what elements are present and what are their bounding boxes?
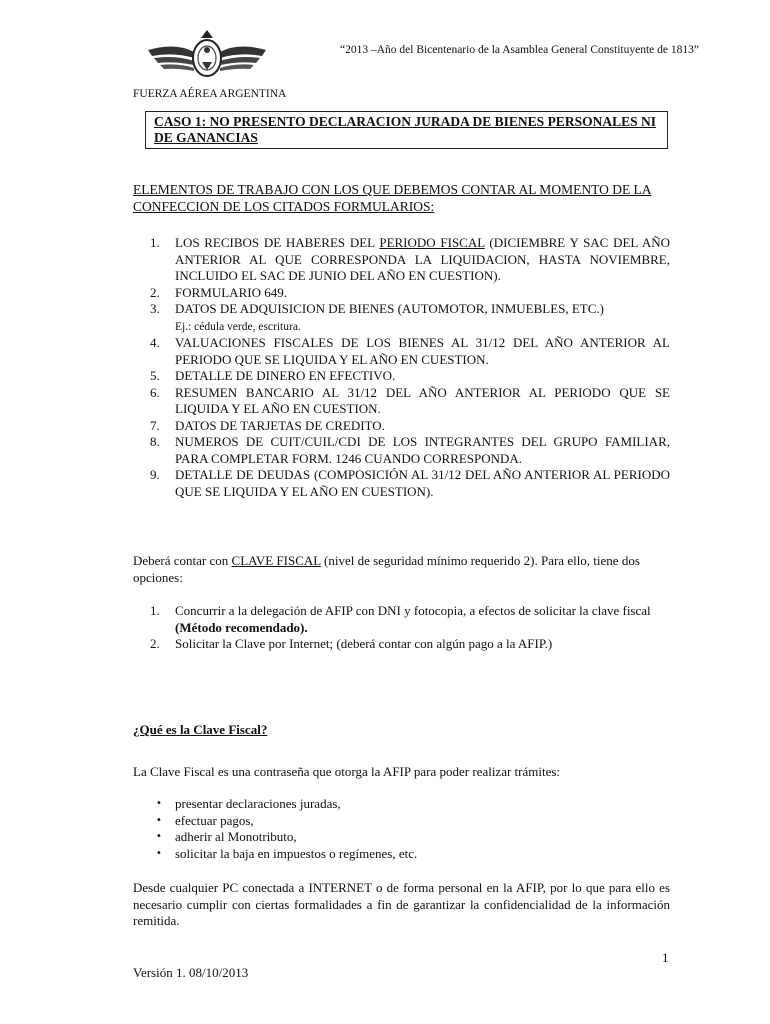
paragraph-text: (nivel de seguridad mínimo requerido 2). Para ello, tiene dos opciones: bbox=[133, 553, 640, 585]
list-item bbox=[150, 418, 670, 435]
header-motto: “2013 –Año del Bicentenario de la Asamblea General Constituyente de 1813” bbox=[340, 44, 699, 56]
air-force-emblem-icon bbox=[146, 28, 268, 84]
clave-uses-list bbox=[150, 796, 670, 862]
list-item bbox=[150, 385, 670, 418]
clave-fiscal-term: CLAVE FISCAL bbox=[231, 553, 321, 568]
options-list bbox=[150, 603, 670, 653]
clave-fiscal-paragraph bbox=[133, 553, 670, 586]
list-item-text: presentar declaraciones juradas, bbox=[175, 796, 341, 811]
list-item bbox=[150, 335, 670, 368]
list-number: 1. bbox=[150, 235, 160, 250]
list-item-text: DATOS DE ADQUISICION DE BIENES (AUTOMOTOR, INMUEBLES, ETC.) bbox=[175, 301, 604, 316]
list-number: 3. bbox=[150, 301, 160, 316]
paragraph-text: Deberá contar con bbox=[133, 553, 232, 568]
list-item bbox=[150, 796, 670, 813]
list-number: 8. bbox=[150, 434, 160, 449]
list-item bbox=[150, 467, 670, 500]
list-number: 6. bbox=[150, 384, 160, 400]
bullet-icon: • bbox=[156, 831, 162, 842]
list-item bbox=[150, 235, 670, 285]
list-item-example: Ej.: cédula verde, escritura. bbox=[175, 320, 301, 333]
list-item-text: FORMULARIO 649. bbox=[175, 284, 287, 300]
list-number: 2. bbox=[150, 636, 160, 651]
list-number: 4. bbox=[150, 335, 160, 350]
list-item-text: DETALLE DE DEUDAS (COMPOSICIÓN AL 31/12 DEL AÑO ANTERIOR AL PERIODO QUE SE LIQUIDA Y EL AÑO EN CUESTION). bbox=[175, 467, 670, 499]
list-number: 5. bbox=[150, 368, 160, 383]
list-item-text: efectuar pagos, bbox=[175, 812, 254, 828]
periodo-fiscal-term: PERIODO FISCAL bbox=[379, 235, 485, 250]
list-item-text: Concurrir a la delegación de AFIP con DNI y fotocopia, a efectos de solicitar la clave fiscal bbox=[175, 603, 651, 618]
list-item-text: solicitar la baja en impuestos o regímenes, etc. bbox=[175, 845, 418, 861]
list-item-text: (DICIEMBRE Y SAC DEL AÑO ANTERIOR AL QUE CORRESPONDA LA LIQUIDACION, HASTA NOVIEMBRE, INCLUIDO EL SAC DE JUNIO DEL AÑO EN CUESTION). bbox=[175, 235, 671, 283]
list-item-text: LOS RECIBOS DE HABERES DEL bbox=[175, 235, 380, 250]
list-item-text: adherir al Monotributo, bbox=[175, 829, 297, 844]
requirements-list bbox=[150, 235, 670, 500]
list-item bbox=[150, 813, 670, 830]
list-item bbox=[150, 846, 670, 863]
clave-fiscal-question-heading: ¿Qué es la Clave Fiscal? bbox=[133, 722, 268, 737]
list-item-text: VALUACIONES FISCALES DE LOS BIENES AL 31/12 DEL AÑO ANTERIOR AL PERIODO QUE SE LIQUIDA Y EL AÑO EN CUESTION. bbox=[175, 335, 670, 367]
list-item bbox=[150, 285, 670, 302]
list-number: 7. bbox=[150, 417, 160, 433]
list-number: 1. bbox=[150, 603, 160, 618]
elements-heading: ELEMENTOS DE TRABAJO CON LOS QUE DEBEMOS CONTAR AL MOMENTO DE LA CONFECCION DE LOS CITADOS FORMULARIOS: bbox=[133, 182, 652, 214]
list-number: 2. bbox=[150, 284, 160, 300]
list-item-text: RESUMEN BANCARIO AL 31/12 DEL AÑO ANTERIOR AL PERIODO QUE SE LIQUIDA Y EL AÑO EN CUESTION. bbox=[175, 384, 670, 416]
list-item-text: NUMEROS DE CUIT/CUIL/CDI DE LOS INTEGRANTES DEL GRUPO FAMILIAR, PARA COMPLETAR FORM. 1246 CUANDO CORRESPONDA. bbox=[175, 434, 670, 466]
clave-fiscal-definition: La Clave Fiscal es una contraseña que otorga la AFIP para poder realizar trámites: bbox=[133, 764, 561, 779]
case-title-box bbox=[145, 111, 668, 149]
list-item bbox=[150, 301, 670, 335]
list-item bbox=[150, 603, 670, 636]
organization-name: FUERZA AÉREA ARGENTINA bbox=[133, 88, 287, 100]
list-item bbox=[150, 636, 670, 653]
list-item bbox=[150, 368, 670, 385]
list-number: 9. bbox=[150, 467, 160, 482]
list-item-text: DETALLE DE DINERO EN EFECTIVO. bbox=[175, 368, 396, 383]
list-item-text: DATOS DE TARJETAS DE CREDITO. bbox=[175, 417, 385, 433]
bullet-icon: • bbox=[156, 798, 162, 809]
list-item bbox=[150, 829, 670, 846]
bullet-icon: • bbox=[156, 847, 162, 859]
case-title: CASO 1: NO PRESENTO DECLARACION JURADA DE BIENES PERSONALES NI DE GANANCIAS bbox=[154, 114, 656, 145]
list-item bbox=[150, 434, 670, 467]
bullet-icon: • bbox=[156, 814, 162, 826]
pc-paragraph: Desde cualquier PC conectada a INTERNET o de forma personal en la AFIP, por lo que para ello es necesario cumplir con ciertas formalidades a fin de garantizar la confidencialidad de la información remitida. bbox=[133, 880, 670, 928]
recommended-method-note: (Método recomendado). bbox=[175, 619, 308, 635]
page-number: 1 bbox=[662, 950, 669, 965]
version-footer: Versión 1. 08/10/2013 bbox=[133, 965, 249, 980]
list-item-text: Solicitar la Clave por Internet; (deberá contar con algún pago a la AFIP.) bbox=[175, 636, 553, 651]
